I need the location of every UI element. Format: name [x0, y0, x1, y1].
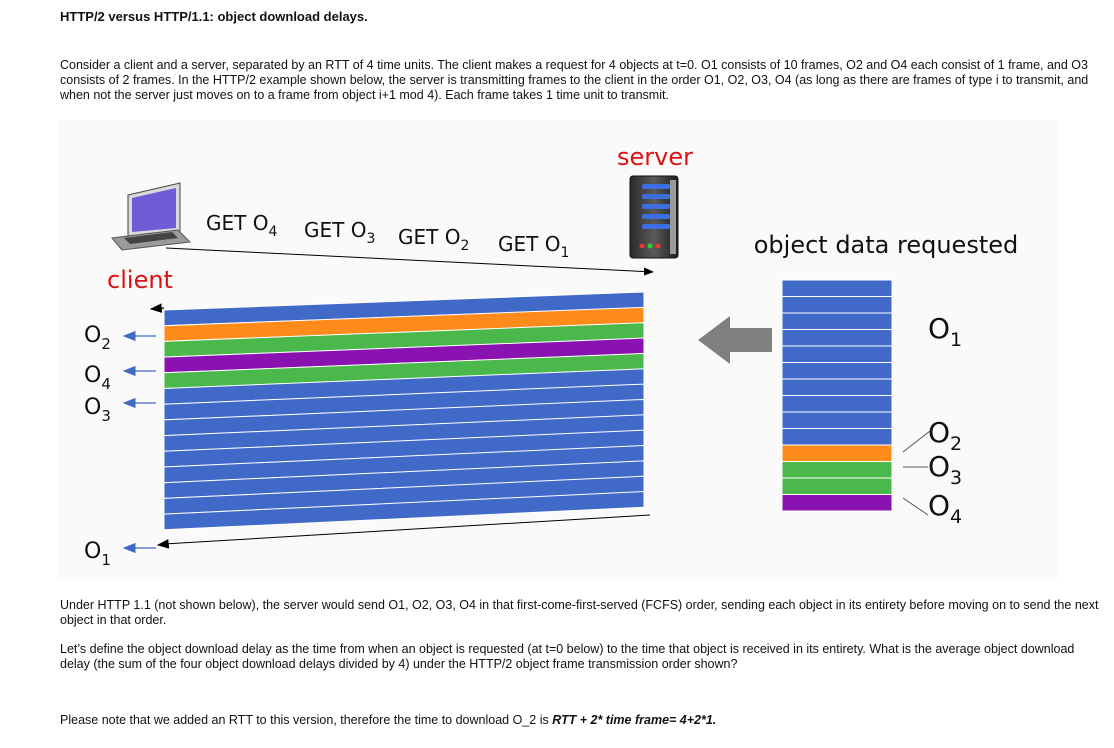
- delay-question-paragraph: Let’s define the object download delay as the time from when an object is requested (at t=0 below) to the time that object is received in its entirety. What is the average object download delay (the sum of the four object download delays divided by 4) under the HTTP/2 object frame transmission order shown?: [60, 642, 1075, 671]
- left-label-o3: $O_3$: [84, 395, 111, 425]
- pointer-o4: [903, 498, 928, 515]
- left-label-o1: $O_1$: [84, 539, 111, 569]
- right-label-o2: $O_2$: [928, 416, 963, 455]
- http11-paragraph: Under HTTP 1.1 (not shown below), the server would send O1, O2, O3, O4 in that first-come-first-served (FCFS) order, sending each object in its entirety before moving on to send the next object in that order.: [60, 598, 1099, 627]
- request-label-1: GET $O_1$: [498, 232, 570, 261]
- top-arrow: [151, 308, 164, 309]
- request-label-4: GET $O_4$: [206, 211, 278, 240]
- rtt-note-text: Please note that we added an RTT to this version, therefore the time to download O_2 is: [60, 713, 553, 727]
- page-title: HTTP/2 versus HTTP/1.1: object download delays.: [60, 9, 368, 24]
- request-line: [166, 248, 653, 272]
- left-label-o2: $O_2$: [84, 323, 111, 353]
- client-label: client: [107, 266, 173, 294]
- server-icon: [630, 176, 678, 258]
- intro-paragraph: Consider a client and a server, separated by an RTT of 4 time units. The client makes a request for 4 objects at t=0. O1 consists of 10 frames, O2 and O4 each consist of 1 frame, and O3 consists of 2 frames. In the HTTP/2 example shown below, the server is transmitting frames to the client in the order O1, O2, O3, O4 (as long as there are frames of type i to transmit, and when not the server just moves on to a frame from object i+1 mod 4). Each frame takes 1 time unit to transmit.: [60, 58, 1089, 102]
- stack-frame-o1: [782, 330, 892, 347]
- stack-frame-o1: [782, 313, 892, 330]
- right-label-o3: $O_3$: [928, 450, 963, 489]
- stack-frame-o1: [782, 297, 892, 314]
- http2-diagram: [58, 120, 1058, 580]
- server-label: server: [617, 143, 693, 171]
- object-stack: [782, 280, 892, 511]
- stack-frame-o1: [782, 379, 892, 396]
- request-labels: [206, 211, 569, 261]
- left-label-o4: $O_4$: [84, 363, 111, 393]
- frame-stripes: [151, 292, 644, 545]
- stack-frame-o3: [782, 462, 892, 479]
- client-computer-icon: [112, 183, 190, 250]
- stack-frame-o3: [782, 478, 892, 495]
- object-data-label: object data requested: [753, 231, 1019, 259]
- stack-frame-o1: [782, 412, 892, 429]
- stack-frame-o1: [782, 280, 892, 297]
- stack-frame-o1: [782, 346, 892, 363]
- right-label-o1: $O_1$: [928, 312, 963, 351]
- left-object-labels: [84, 323, 156, 569]
- right-object-labels: [903, 312, 962, 528]
- rtt-note-paragraph: [60, 713, 1100, 728]
- stack-frame-o1: [782, 396, 892, 413]
- grey-arrow: [698, 316, 772, 364]
- stack-frame-o2: [782, 445, 892, 462]
- stack-frame-o1: [782, 429, 892, 446]
- request-label-2: GET $O_2$: [398, 225, 470, 254]
- stack-frame-o4: [782, 495, 892, 512]
- pointer-o2: [903, 431, 930, 452]
- rtt-note-formula: RTT + 2* time frame= 4+2*1.: [552, 713, 717, 727]
- stack-frame-o1: [782, 363, 892, 380]
- request-label-3: GET $O_3$: [304, 218, 376, 247]
- right-label-o4: $O_4$: [928, 489, 963, 528]
